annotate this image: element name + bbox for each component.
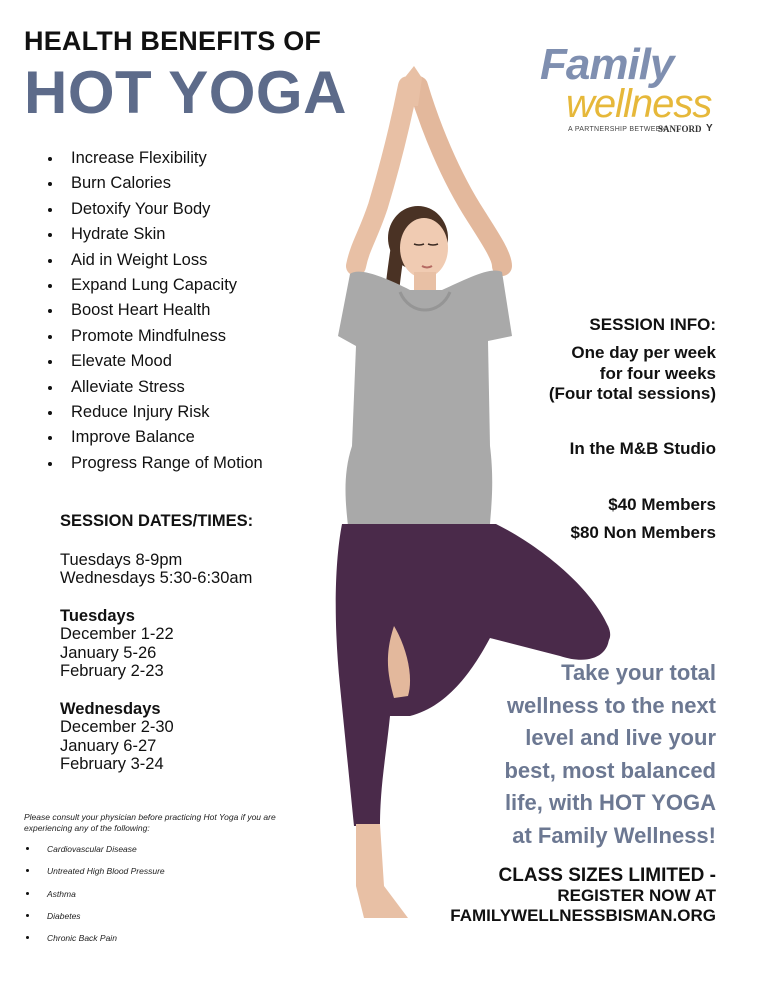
tagline-line: level and live your (525, 725, 716, 750)
time-tuesdays: Tuesdays 8-9pm (60, 550, 183, 569)
session-schedule (60, 512, 253, 793)
list-item: Elevate Mood (46, 349, 263, 374)
tagline-line: at Family Wellness! (512, 822, 716, 848)
schedule-times (60, 551, 253, 588)
date-item: January 5-26 (60, 643, 157, 662)
date-item: December 1-22 (60, 625, 174, 643)
list-item: Untreated High Blood Pressure (24, 864, 165, 886)
list-item: Aid in Weight Loss (46, 248, 263, 273)
website-url: FAMILYWELLNESSBISMAN.ORG (450, 906, 716, 925)
tagline-line: Take your total (561, 660, 716, 685)
list-item: Asthma (24, 887, 165, 909)
schedule-heading: SESSION DATES/TIMES: (60, 512, 254, 530)
date-item: December 2-30 (60, 718, 174, 736)
list-item: Chronic Back Pain (24, 931, 165, 953)
session-info-details (549, 343, 716, 405)
list-item: Promote Mindfulness (46, 324, 263, 349)
list-item: Increase Flexibility (46, 146, 263, 171)
list-item: Cardiovascular Disease (24, 842, 165, 864)
logo-wellness-text: wellness (566, 82, 712, 126)
date-item: February 2-23 (60, 662, 164, 680)
list-item: Improve Balance (46, 425, 263, 450)
class-size-notice: CLASS SIZES LIMITED - (498, 865, 716, 886)
session-info-heading: SESSION INFO: (589, 315, 716, 334)
session-total: (Four total sessions) (548, 384, 716, 403)
list-item: Expand Lung Capacity (46, 273, 263, 298)
wednesdays-label: Wednesdays (60, 699, 161, 718)
list-item: Progress Range of Motion (46, 451, 263, 476)
tuesdays-label: Tuesdays (60, 606, 135, 625)
list-item: Diabetes (24, 909, 165, 931)
tagline (504, 657, 716, 852)
session-location: In the M&B Studio (569, 439, 716, 458)
benefits-list (46, 146, 263, 476)
logo-family-text: Family (540, 40, 674, 89)
time-wednesdays: Wednesdays 5:30-6:30am (60, 569, 253, 587)
wednesday-dates (60, 700, 253, 774)
tagline-line: wellness to the next (506, 692, 716, 718)
page-title: HOT YOGA (24, 59, 347, 126)
conditions-list (24, 842, 165, 953)
price-members: $40 Members (608, 495, 716, 514)
family-wellness-logo (534, 40, 734, 140)
list-item: Reduce Injury Risk (46, 400, 263, 425)
date-item: February 3-24 (60, 755, 164, 773)
register-text: REGISTER NOW AT (557, 886, 716, 905)
list-item: Alleviate Stress (46, 375, 263, 400)
price-non-members: $80 Non Members (570, 523, 716, 542)
session-frequency: One day per week (571, 343, 716, 362)
list-item: Burn Calories (46, 171, 263, 196)
logo-sanford-text: SANFORD (658, 124, 702, 134)
list-item: Boost Heart Health (46, 298, 263, 323)
physician-disclaimer: Please consult your physician before practicing Hot Yoga if you are experiencing any of the following: (24, 812, 276, 833)
tuesday-dates (60, 607, 253, 681)
list-item: Hydrate Skin (46, 222, 263, 247)
list-item: Detoxify Your Body (46, 197, 263, 222)
call-to-action (450, 866, 716, 926)
tagline-line: best, most balanced (504, 757, 716, 783)
date-item: January 6-27 (60, 736, 157, 755)
session-duration: for four weeks (599, 363, 716, 383)
logo-partnership-text: A PARTNERSHIP BETWEEN (568, 126, 667, 133)
title-line-1: HEALTH BENEFITS OF (24, 26, 322, 56)
tagline-line: life, with HOT YOGA (504, 790, 716, 815)
logo-y-icon: Y (706, 123, 713, 134)
